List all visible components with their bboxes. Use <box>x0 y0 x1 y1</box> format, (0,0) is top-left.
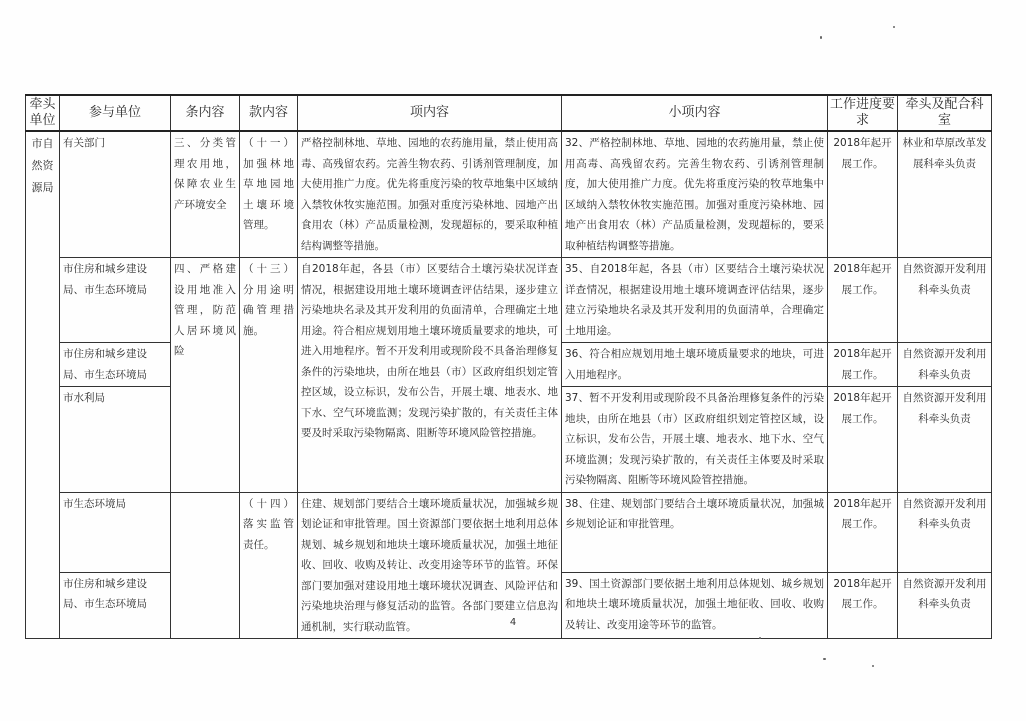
table-row <box>26 131 992 258</box>
header-article: 条内容 <box>171 95 240 131</box>
page-number: 4 <box>509 617 517 628</box>
header-item: 项内容 <box>298 95 562 131</box>
sub-item-cell: 38、住建、规划部门要结合土壤环境质量状况，加强城乡规划论证和审批管理。 <box>562 492 828 572</box>
participants-cell: 市住房和城乡建设局、市生态环境局 <box>60 343 171 387</box>
lead-dept-cell: 林业和草原改革发展科牵头负责 <box>898 131 992 258</box>
sub-item-cell: 36、符合相应规划用地土壤环境质量要求的地块，可进入用地程序。 <box>562 343 828 387</box>
participants-cell: 市生态环境局 <box>60 492 171 572</box>
lead-dept-cell: 自然资源开发利用科牵头负责 <box>898 572 992 638</box>
scan-speck <box>872 665 874 667</box>
lead-dept-cell: 自然资源开发利用科牵头负责 <box>898 492 992 572</box>
header-lead-dept: 牵头及配合科室 <box>898 95 992 131</box>
table-row <box>26 258 992 343</box>
header-lead-unit: 牵头单位 <box>26 95 60 131</box>
progress-cell: 2018年起开展工作。 <box>828 343 898 387</box>
work-plan-table <box>25 94 992 639</box>
progress-cell: 2018年起开展工作。 <box>828 258 898 343</box>
table-row <box>26 492 992 572</box>
header-progress: 工作进度要求 <box>828 95 898 131</box>
clause-cell: （十三）分用途明确管理措施。 <box>240 258 298 493</box>
scan-speck <box>820 36 822 39</box>
participants-cell: 市水利局 <box>60 387 171 493</box>
item-cell: 住建、规划部门要结合土壤环境质量状况，加强城乡规划论证和审批管理。国土资源部门要依据土地利用总体规划、城乡规划和地块土壤环境质量状况，加强土地征收、回收、收购及转让、改变用途等环节的监管。环保部门要加强对建设用地土壤环境状况调查、风险评估和污染地块治理与修复活动的监管。各部门要建立信息沟通机制，实行联动监管。 <box>298 492 562 639</box>
progress-cell: 2018年起开展工作。 <box>828 131 898 258</box>
progress-cell: 2018年起开展工作。 <box>828 572 898 638</box>
sub-item-cell: 39、国土资源部门要依据土地利用总体规划、城乡规划和地块土壤环境质量状况，加强土地征收、回收、收购及转让、改变用途等环节的监管。 <box>562 572 828 638</box>
lead-dept-cell: 自然资源开发利用科牵头负责 <box>898 343 992 387</box>
participants-cell: 有关部门 <box>60 131 171 258</box>
scan-speck <box>759 637 761 639</box>
lead-dept-cell: 自然资源开发利用科牵头负责 <box>898 387 992 493</box>
article-cell: 四、严格建设用地准入管理，防范人居环境风险 <box>171 258 240 493</box>
scan-speck <box>893 26 895 28</box>
progress-cell: 2018年起开展工作。 <box>828 387 898 493</box>
table-header-row <box>26 95 992 131</box>
lead-unit-cell: 市自然资源局 <box>26 131 60 639</box>
participants-cell: 市住房和城乡建设局、市生态环境局 <box>60 258 171 343</box>
item-cell: 自2018年起，各县（市）区要结合土壤污染状况详查情况，根据建设用地土壤环境调查评估结果，逐步建立污染地块名录及其开发利用的负面清单，合理确定土地用途。符合相应规划用地土壤环境质量要求的地块，可进入用地程序。暂不开发利用或现阶段不具备治理修复条件的污染地块，由所在地县（市）区政府组织划定管控区域，设立标识，发布公告，开展土壤、地表水、地下水、空气环境监测；发现污染扩散的，有关责任主体要及时采取污染物隔离、阻断等环境风险管控措施。 <box>298 258 562 493</box>
header-participants: 参与单位 <box>60 95 171 131</box>
sub-item-cell: 32、严格控制林地、草地、园地的农药施用量，禁止使用高毒、高残留农药。完善生物农药、引诱剂管理制度，加大使用推广力度。优先将重度污染的牧草地集中区域纳入禁牧休牧实施范围。加强对重度污染林地、园地产出食用农（林）产品质量检测，发现超标的，要采取种植结构调整等措施。 <box>562 131 828 258</box>
item-cell: 严格控制林地、草地、园地的农药施用量，禁止使用高毒、高残留农药。完善生物农药、引诱剂管理制度，加大使用推广力度。优先将重度污染的牧草地集中区域纳入禁牧休牧实施范围。加强对重度污染林地、园地产出食用农（林）产品质量检测，发现超标的，要采取种植结构调整等措施。 <box>298 131 562 258</box>
clause-cell: （十四）落实监管责任。 <box>240 492 298 639</box>
scan-speck <box>823 658 826 660</box>
header-clause: 款内容 <box>240 95 298 131</box>
lead-dept-cell: 自然资源开发利用科牵头负责 <box>898 258 992 343</box>
clause-cell: （十一）加强林地草地园地土壤环境管理。 <box>240 131 298 258</box>
participants-cell: 市住房和城乡建设局、市生态环境局 <box>60 572 171 638</box>
sub-item-cell: 35、自2018年起，各县（市）区要结合土壤污染状况详查情况，根据建设用地土壤环境调查评估结果，逐步建立污染地块名录及其开发利用的负面清单，合理确定土地用途。 <box>562 258 828 343</box>
header-sub-item: 小项内容 <box>562 95 828 131</box>
progress-cell: 2018年起开展工作。 <box>828 492 898 572</box>
sub-item-cell: 37、暂不开发利用或现阶段不具备治理修复条件的污染地块，由所在地县（市）区政府组织划定管控区域，设立标识，发布公告，开展土壤、地表水、地下水、空气环境监测；发现污染扩散的，有关责任主体要及时采取污染物隔离、阻断等环境风险管控措施。 <box>562 387 828 493</box>
article-cell: 三、分类管理农用地，保障农业生产环境安全 <box>171 131 240 258</box>
